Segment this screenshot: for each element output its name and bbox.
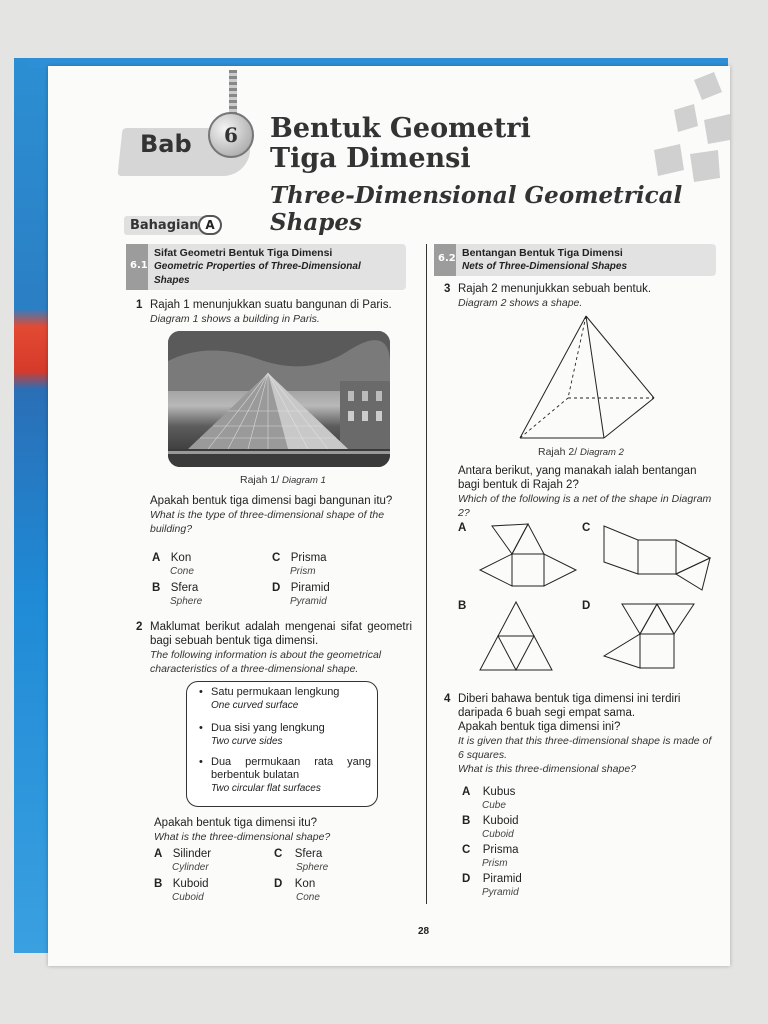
section-title-ms: Sifat Geometri Bentuk Tiga Dimensi xyxy=(154,247,333,259)
ask-en: Which of the following is a net of the shape in Diagram 2? xyxy=(458,493,712,519)
question-number: 3 xyxy=(444,283,451,295)
info-bullet: • Dua permukaan rata yang berbentuk bulatan Two circular flat surfaces xyxy=(199,756,371,794)
net-option-a[interactable] xyxy=(478,522,578,592)
section-banner-6-1 xyxy=(126,244,406,290)
chapter-title-english: Three-Dimensional Geometrical Shapes xyxy=(270,182,683,236)
net-option-d-label[interactable]: D xyxy=(582,600,591,612)
workbook-page xyxy=(48,66,730,966)
question-4-options xyxy=(462,782,662,902)
question-1-ask xyxy=(150,494,414,536)
net-option-a-label[interactable]: A xyxy=(458,522,467,534)
question-stem-en: Diagram 1 shows a building in Paris. xyxy=(150,313,320,325)
section-number: 6.1 xyxy=(130,260,148,271)
question-stem-en: It is given that this three-dimensional shape is made of 6 squares. xyxy=(458,735,712,761)
corner-decoration-icon xyxy=(634,70,730,190)
column-divider xyxy=(426,244,427,904)
option-b[interactable]: B Sfera Sphere xyxy=(152,582,203,607)
chapter-number-badge: 6 xyxy=(208,112,254,158)
question-3-ask xyxy=(458,464,718,520)
bullet-en: One curved surface xyxy=(211,700,299,711)
diagram-2-caption xyxy=(538,446,624,458)
question-3 xyxy=(444,282,720,310)
net-option-d[interactable] xyxy=(602,600,702,672)
section-title-ms: Bentangan Bentuk Tiga Dimensi xyxy=(462,247,623,259)
option-d[interactable]: D Piramid Pyramid xyxy=(462,873,522,898)
bullet-ms: Dua sisi yang lengkung xyxy=(211,722,325,734)
question-2-options xyxy=(154,844,414,904)
louvre-pyramid-photo xyxy=(168,331,390,467)
net-option-c[interactable] xyxy=(602,522,714,594)
info-bullet: • Satu permukaan lengkung One curved surface xyxy=(199,686,371,712)
question-stem-ms: Diberi bahawa bentuk tiga dimensi ini terdiri daripada 6 buah segi empat sama. xyxy=(458,693,681,719)
chapter-title xyxy=(270,114,531,174)
option-a[interactable]: A Kubus Cube xyxy=(462,786,516,811)
question-ask-ms: Apakah bentuk tiga dimensi ini? xyxy=(458,721,621,733)
question-number: 4 xyxy=(444,693,451,705)
ask-ms: Antara berikut, yang manakah ialah bentangan bagi bentuk di Rajah 2? xyxy=(458,465,697,491)
bullet-ms: Dua permukaan rata yang berbentuk bulatan xyxy=(211,756,371,781)
option-b[interactable]: B Kuboid Cuboid xyxy=(154,878,209,903)
question-1-options xyxy=(152,548,412,608)
question-stem-ms: Rajah 2 menunjukkan sebuah bentuk. xyxy=(458,283,652,295)
ask-en: What is the type of three-dimensional shape of the building? xyxy=(150,509,385,535)
bullet-en: Two curve sides xyxy=(211,736,283,747)
question-2-ask xyxy=(154,816,414,844)
section-number: 6.2 xyxy=(438,253,456,264)
section-title-en: Geometric Properties of Three-Dimensional Shapes xyxy=(154,261,361,286)
question-stem-en: The following information is about the geometrical characteristics of a three-dimensional shape. xyxy=(150,649,382,675)
question-number: 1 xyxy=(136,299,143,311)
question-2 xyxy=(136,620,412,676)
option-c[interactable]: C Prisma Prism xyxy=(462,844,519,869)
option-d[interactable]: D Piramid Pyramid xyxy=(272,582,330,607)
question-1 xyxy=(136,298,416,326)
chapter-pin-decoration xyxy=(229,70,237,114)
question-ask-en: What is this three-dimensional shape? xyxy=(458,763,637,775)
ask-en: What is the three-dimensional shape? xyxy=(154,831,331,843)
option-d[interactable]: D Kon Cone xyxy=(274,878,320,903)
ask-ms: Apakah bentuk tiga dimensi bagi bangunan itu? xyxy=(150,495,393,507)
caption-ms: Rajah 2/ xyxy=(538,446,578,458)
net-option-c-label[interactable]: C xyxy=(582,522,591,534)
info-box xyxy=(186,681,378,807)
option-c[interactable]: C Prisma Prism xyxy=(272,552,327,577)
section-banner-6-2 xyxy=(434,244,716,276)
option-a[interactable]: A Silinder Cylinder xyxy=(154,848,212,873)
question-stem-ms: Maklumat berikut adalah mengenai sifat geometri bagi sebuah bentuk tiga dimensi. xyxy=(150,621,412,647)
net-option-b-label[interactable]: B xyxy=(458,600,467,612)
square-pyramid-diagram xyxy=(508,312,658,442)
page-number: 28 xyxy=(418,926,430,937)
option-c[interactable]: C Sfera Sphere xyxy=(274,848,329,873)
bullet-ms: Satu permukaan lengkung xyxy=(211,686,340,698)
chapter-title-line1: Bentuk Geometri xyxy=(270,113,531,144)
part-letter-badge: A xyxy=(198,215,222,235)
part-label: Bahagian xyxy=(124,216,205,235)
ask-ms: Apakah bentuk tiga dimensi itu? xyxy=(154,817,318,829)
net-option-b[interactable] xyxy=(478,600,554,672)
diagram-1-caption xyxy=(240,474,326,486)
caption-en: Diagram 1 xyxy=(282,475,326,486)
question-4 xyxy=(444,692,720,776)
caption-en: Diagram 2 xyxy=(580,447,624,458)
question-number: 2 xyxy=(136,621,143,633)
chapter-title-line2: Tiga Dimensi xyxy=(270,143,471,174)
bullet-en: Two circular flat surfaces xyxy=(211,783,321,794)
option-b[interactable]: B Kuboid Cuboid xyxy=(462,815,519,840)
question-stem-ms: Rajah 1 menunjukkan suatu bangunan di Paris. xyxy=(150,299,392,311)
option-a[interactable]: A Kon Cone xyxy=(152,552,194,577)
info-bullet: • Dua sisi yang lengkung Two curve sides xyxy=(199,722,371,748)
caption-ms: Rajah 1/ xyxy=(240,474,280,486)
question-stem-en: Diagram 2 shows a shape. xyxy=(458,297,583,309)
section-title-en: Nets of Three-Dimensional Shapes xyxy=(462,261,628,272)
chapter-label: Bab xyxy=(140,130,192,158)
